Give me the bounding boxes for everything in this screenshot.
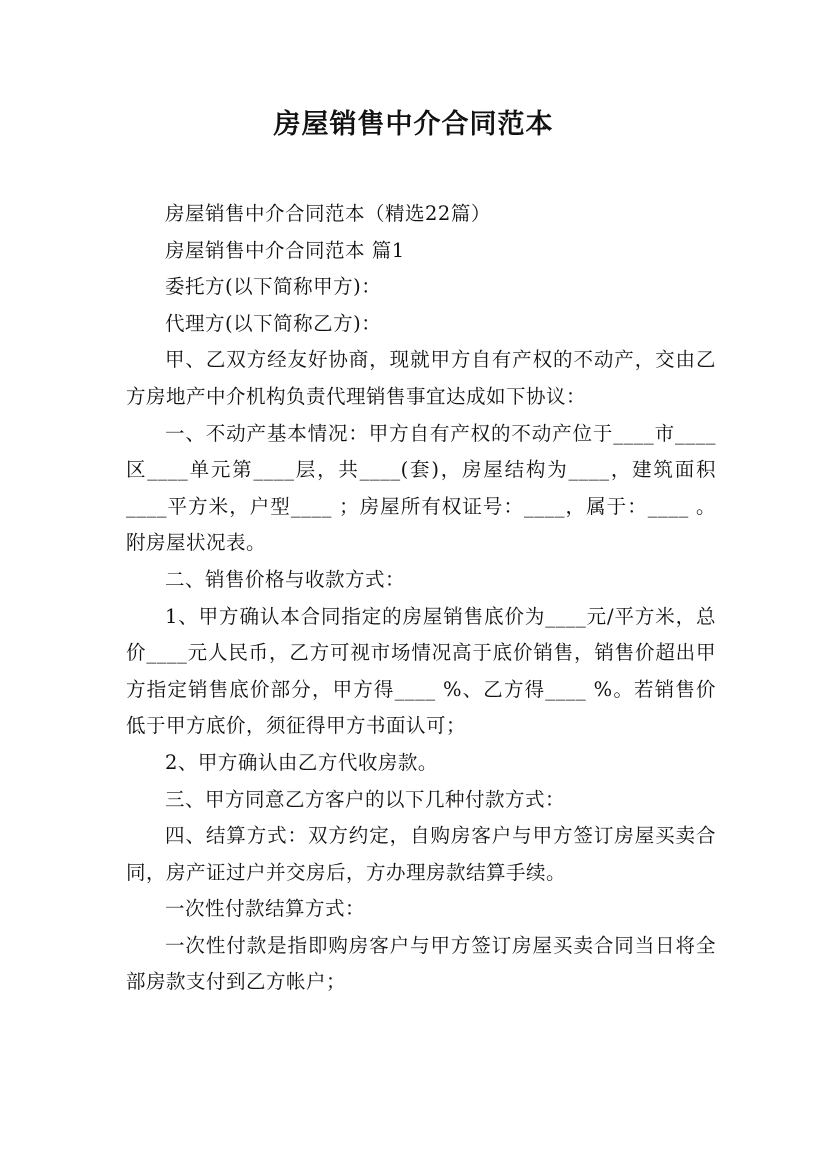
paragraph-lump-sum-heading: 一次性付款结算方式：	[165, 897, 366, 921]
document-body	[126, 196, 716, 1001]
paragraph-agent: 代理方(以下简称乙方)：	[165, 311, 382, 335]
paragraph-property-info: 一、不动产基本情况：甲方自有产权的不动产位于____市____区____单元第____层，共____(套)，房屋结构为____，建筑面积____平方米，户型____ ；房屋所有权证号：____，属于：____ 。附房屋状况表。	[126, 421, 716, 555]
paragraph-preamble: 甲、乙双方经友好协商，现就甲方自有产权的不动产，交由乙方房地产中介机构负责代理销售事宜达成如下协议：	[126, 348, 716, 408]
paragraph-price-terms: 1、甲方确认本合同指定的房屋销售底价为____元/平方米，总价____元人民币，乙方可视市场情况高于底价销售，销售价超出甲方指定销售底价部分，甲方得____ %、乙方得____ %。若销售价低于甲方底价，须征得甲方书面认可；	[126, 604, 716, 738]
paragraph-principal: 委托方(以下简称甲方)：	[165, 275, 382, 299]
paragraph-subtitle: 房屋销售中介合同范本（精选22篇）	[165, 202, 491, 225]
paragraph-lump-sum-detail: 一次性付款是指即购房客户与甲方签订房屋买卖合同当日将全部房款支付到乙方帐户；	[126, 933, 716, 994]
document-title: 房屋销售中介合同范本	[273, 109, 554, 140]
paragraph-collection: 2、甲方确认由乙方代收房款。	[165, 750, 438, 774]
paragraph-section-two: 二、销售价格与收款方式：	[165, 567, 406, 591]
paragraph-heading: 房屋销售中介合同范本 篇1	[165, 238, 405, 262]
paragraph-section-three: 三、甲方同意乙方客户的以下几种付款方式：	[165, 787, 566, 811]
paragraph-section-four: 四、结算方式：双方约定，自购房客户与甲方签订房屋买卖合同，房产证过户并交房后，方办理房款结算手续。	[126, 824, 716, 884]
